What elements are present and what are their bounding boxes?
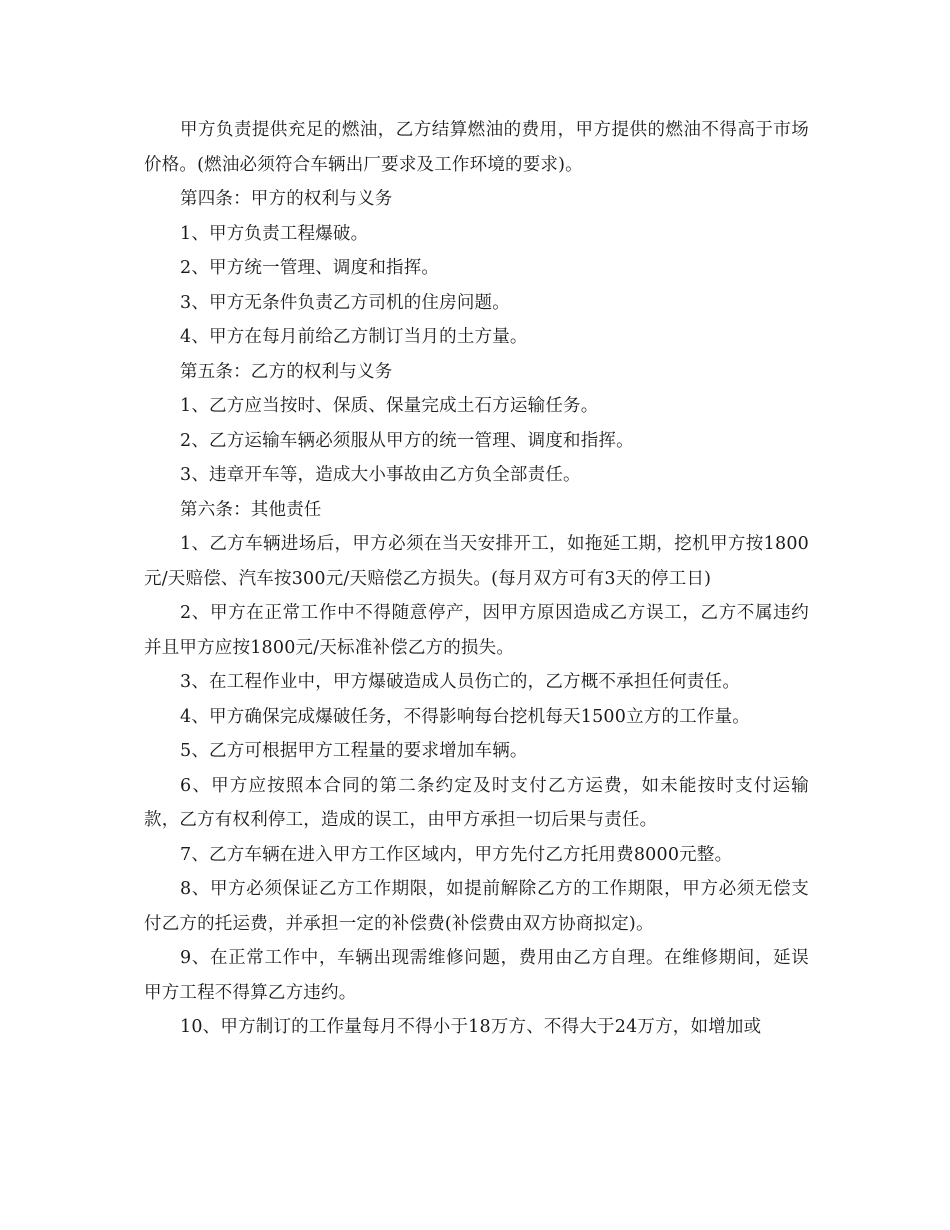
clause-5-2: 2、乙方运输车辆必须服从甲方的统一管理、调度和指挥。 (180, 430, 634, 451)
clause-6-6: 6、甲方应按照本合同的第二条约定及时支付乙方运费，如未能按时支付运输款，乙方有权利停工，造成的误工，由甲方承担一切后果与责任。 (144, 775, 809, 830)
section-heading-article-4: 第四条：甲方的权利与义务 (180, 189, 393, 209)
clause-6-4: 4、甲方确保完成爆破任务，不得影响每台挖机每天1500立方的工作量。 (180, 706, 750, 727)
paragraph-fuel-supply: 甲方负责提供充足的燃油，乙方结算燃油的费用，甲方提供的燃油不得高于市场价格。(燃油必须符合车辆出厂要求及工作环境的要求)。 (144, 120, 809, 175)
clause-4-4: 4、甲方在每月前给乙方制订当月的土方量。 (180, 327, 528, 347)
section-heading-article-5: 第五条：乙方的权利与义务 (180, 361, 393, 382)
clause-4-1: 1、甲方负责工程爆破。 (180, 223, 369, 244)
clause-6-1: 1、乙方车辆进场后，甲方必须在当天安排开工，如拖延工期，挖机甲方按1800元/天赔偿、汽车按300元/天赔偿乙方损失。(每月双方可有3天的停工日) (144, 534, 809, 589)
clause-6-10: 10、甲方制订的工作量每月不得小于18万方、不得大于24万方，如增加或 (180, 1017, 762, 1037)
section-heading-article-6: 第六条：其他责任 (180, 499, 322, 520)
clause-6-8: 8、甲方必须保证乙方工作期限，如提前解除乙方的工作期限，甲方必须无偿支付乙方的托运费，并承担一定的补偿费(补偿费由双方协商拟定)。 (144, 879, 809, 934)
clause-6-9: 9、在正常工作中，车辆出现需维修问题，费用由乙方自理。在维修期间，延误甲方工程不得算乙方违约。 (144, 948, 809, 1003)
clause-6-7: 7、乙方车辆在进入甲方工作区域内，甲方先付乙方托用费8000元整。 (180, 844, 733, 865)
clause-6-2: 2、甲方在正常工作中不得随意停产，因甲方原因造成乙方误工，乙方不属违约并且甲方应按1800元/天标准补偿乙方的损失。 (144, 603, 809, 658)
clause-4-3: 3、甲方无条件负责乙方司机的住房问题。 (180, 292, 510, 313)
clause-6-5: 5、乙方可根据甲方工程量的要求增加车辆。 (180, 741, 528, 761)
clause-5-3: 3、违章开车等，造成大小事故由乙方负全部责任。 (180, 465, 581, 485)
document-body (144, 113, 809, 1045)
clause-6-3: 3、在工程作业中，甲方爆破造成人员伤亡的，乙方概不承担任何责任。 (180, 672, 741, 692)
clause-5-1: 1、乙方应当按时、保质、保量完成土石方运输任务。 (180, 396, 599, 416)
clause-4-2: 2、甲方统一管理、调度和指挥。 (180, 258, 440, 278)
